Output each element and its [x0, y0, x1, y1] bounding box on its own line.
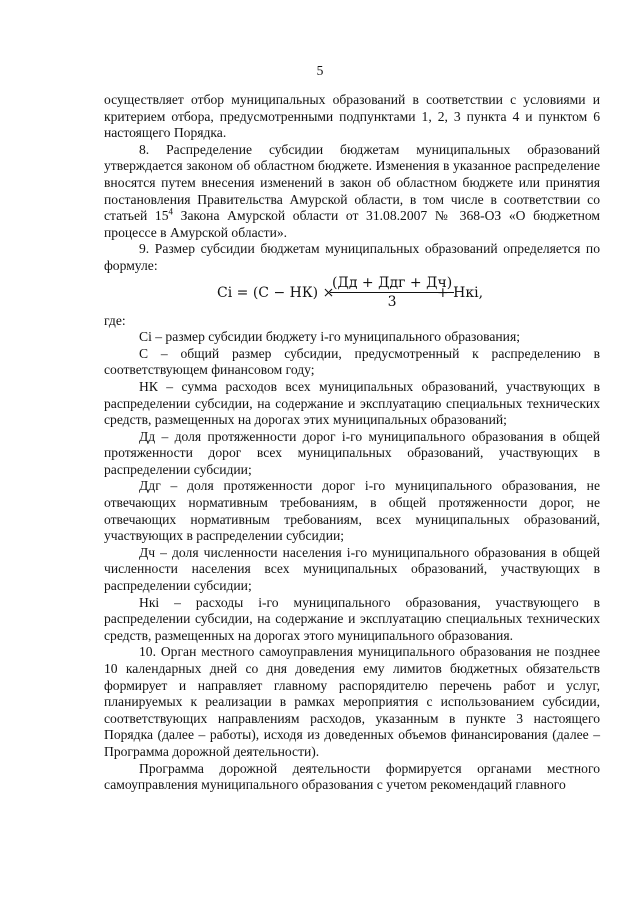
- formula-fraction: [330, 275, 454, 311]
- formula-numerator: (Дд + Ддг + Дч): [330, 275, 454, 294]
- paragraph-8-text-a: 8. Распределение субсидии бюджетам муниципальных образований утверждается законом об областном бюджете. Изменения в указанное распределение вносятся путем внесения изменений в закон об областном бюджете или принятия постановления Правительства Амурской области, в том числе в соответствии со статьей 15: [104, 141, 600, 224]
- article-superscript: 4: [168, 206, 173, 217]
- formula-left: Ci = (С − НК) ×: [217, 284, 335, 301]
- definition-dch: Дч – доля численности населения i-го муниципального образования в общей численности населения всех муниципальных образований, участвующих в распределении субсидии;: [104, 544, 600, 594]
- definition-nki: Нкi – расходы i-го муниципального образования, участвующего в распределении субсидии, на содержание и эксплуатацию специальных технических средств, размещенных на дорогах этого муниципального образования.: [104, 594, 600, 643]
- definition-nk: НК – сумма расходов всех муниципальных образований, участвующих в распределении субсидии, на содержание и эксплуатацию специальных технических средств, размещенных на дорогах этих муниципальных образований;: [104, 378, 600, 428]
- paragraph-program: Программа дорожной деятельности формируется органами местного самоуправления муниципального образования с учетом рекомендаций главного: [104, 760, 600, 793]
- formula-denominator: 3: [387, 294, 397, 311]
- where-label: где:: [104, 312, 126, 328]
- document-body: [104, 92, 600, 794]
- paragraph-9: 9. Размер субсидии бюджетам муниципальных образований определяется по формуле:: [104, 241, 600, 273]
- paragraph-10: 10. Орган местного самоуправления муниципального образования не позднее 10 календарных дней со дня доведения ему лимитов бюджетных обязательств формирует и направляет главному распорядителю перечень работ и услуг, планируемых к реализации в рамках мероприятия с использованием субсидии, соответствующих направлениям расходов, указанным в пункте 3 настоящего Порядка (далее – работы), исходя из доведенных объемов финансирования (далее – Программа дорожной деятельности).: [104, 644, 600, 759]
- paragraph-8-text-b: Закона Амурской области от 31.08.2007 № 368-ОЗ «О бюджетном процессе в Амурской области».: [104, 208, 600, 240]
- definition-ddg: Ддг – доля протяженности дорог i-го муниципального образования, не отвечающих нормативным требованиям, в общей протяженности дорог, не отвечающих нормативным требованиям, всех муниципальных образований, участвующих в распределении субсидии;: [104, 478, 600, 544]
- paragraph-8: [104, 142, 600, 242]
- definition-ci: Ci – размер субсидии бюджету i-го муниципального образования;: [139, 329, 520, 345]
- definition-c: С – общий размер субсидии, предусмотренный к распределению в соответствующем финансовом году;: [104, 345, 600, 378]
- formula-right: + Нкi,: [437, 284, 484, 301]
- subsidy-formula: [104, 275, 600, 313]
- page-number: 5: [316, 63, 324, 78]
- definition-dd: Дд – доля протяженности дорог i-го муниципального образования в общей протяженности дорог всех муниципальных образований, участвующих в распределении субсидии;: [104, 428, 600, 477]
- paragraph-continuation: осуществляет отбор муниципальных образований в соответствии с условиями и критерием отбора, предусмотренными подпунктами 1, 2, 3 пункта 4 и пунктом 6 настоящего Порядка.: [104, 92, 600, 141]
